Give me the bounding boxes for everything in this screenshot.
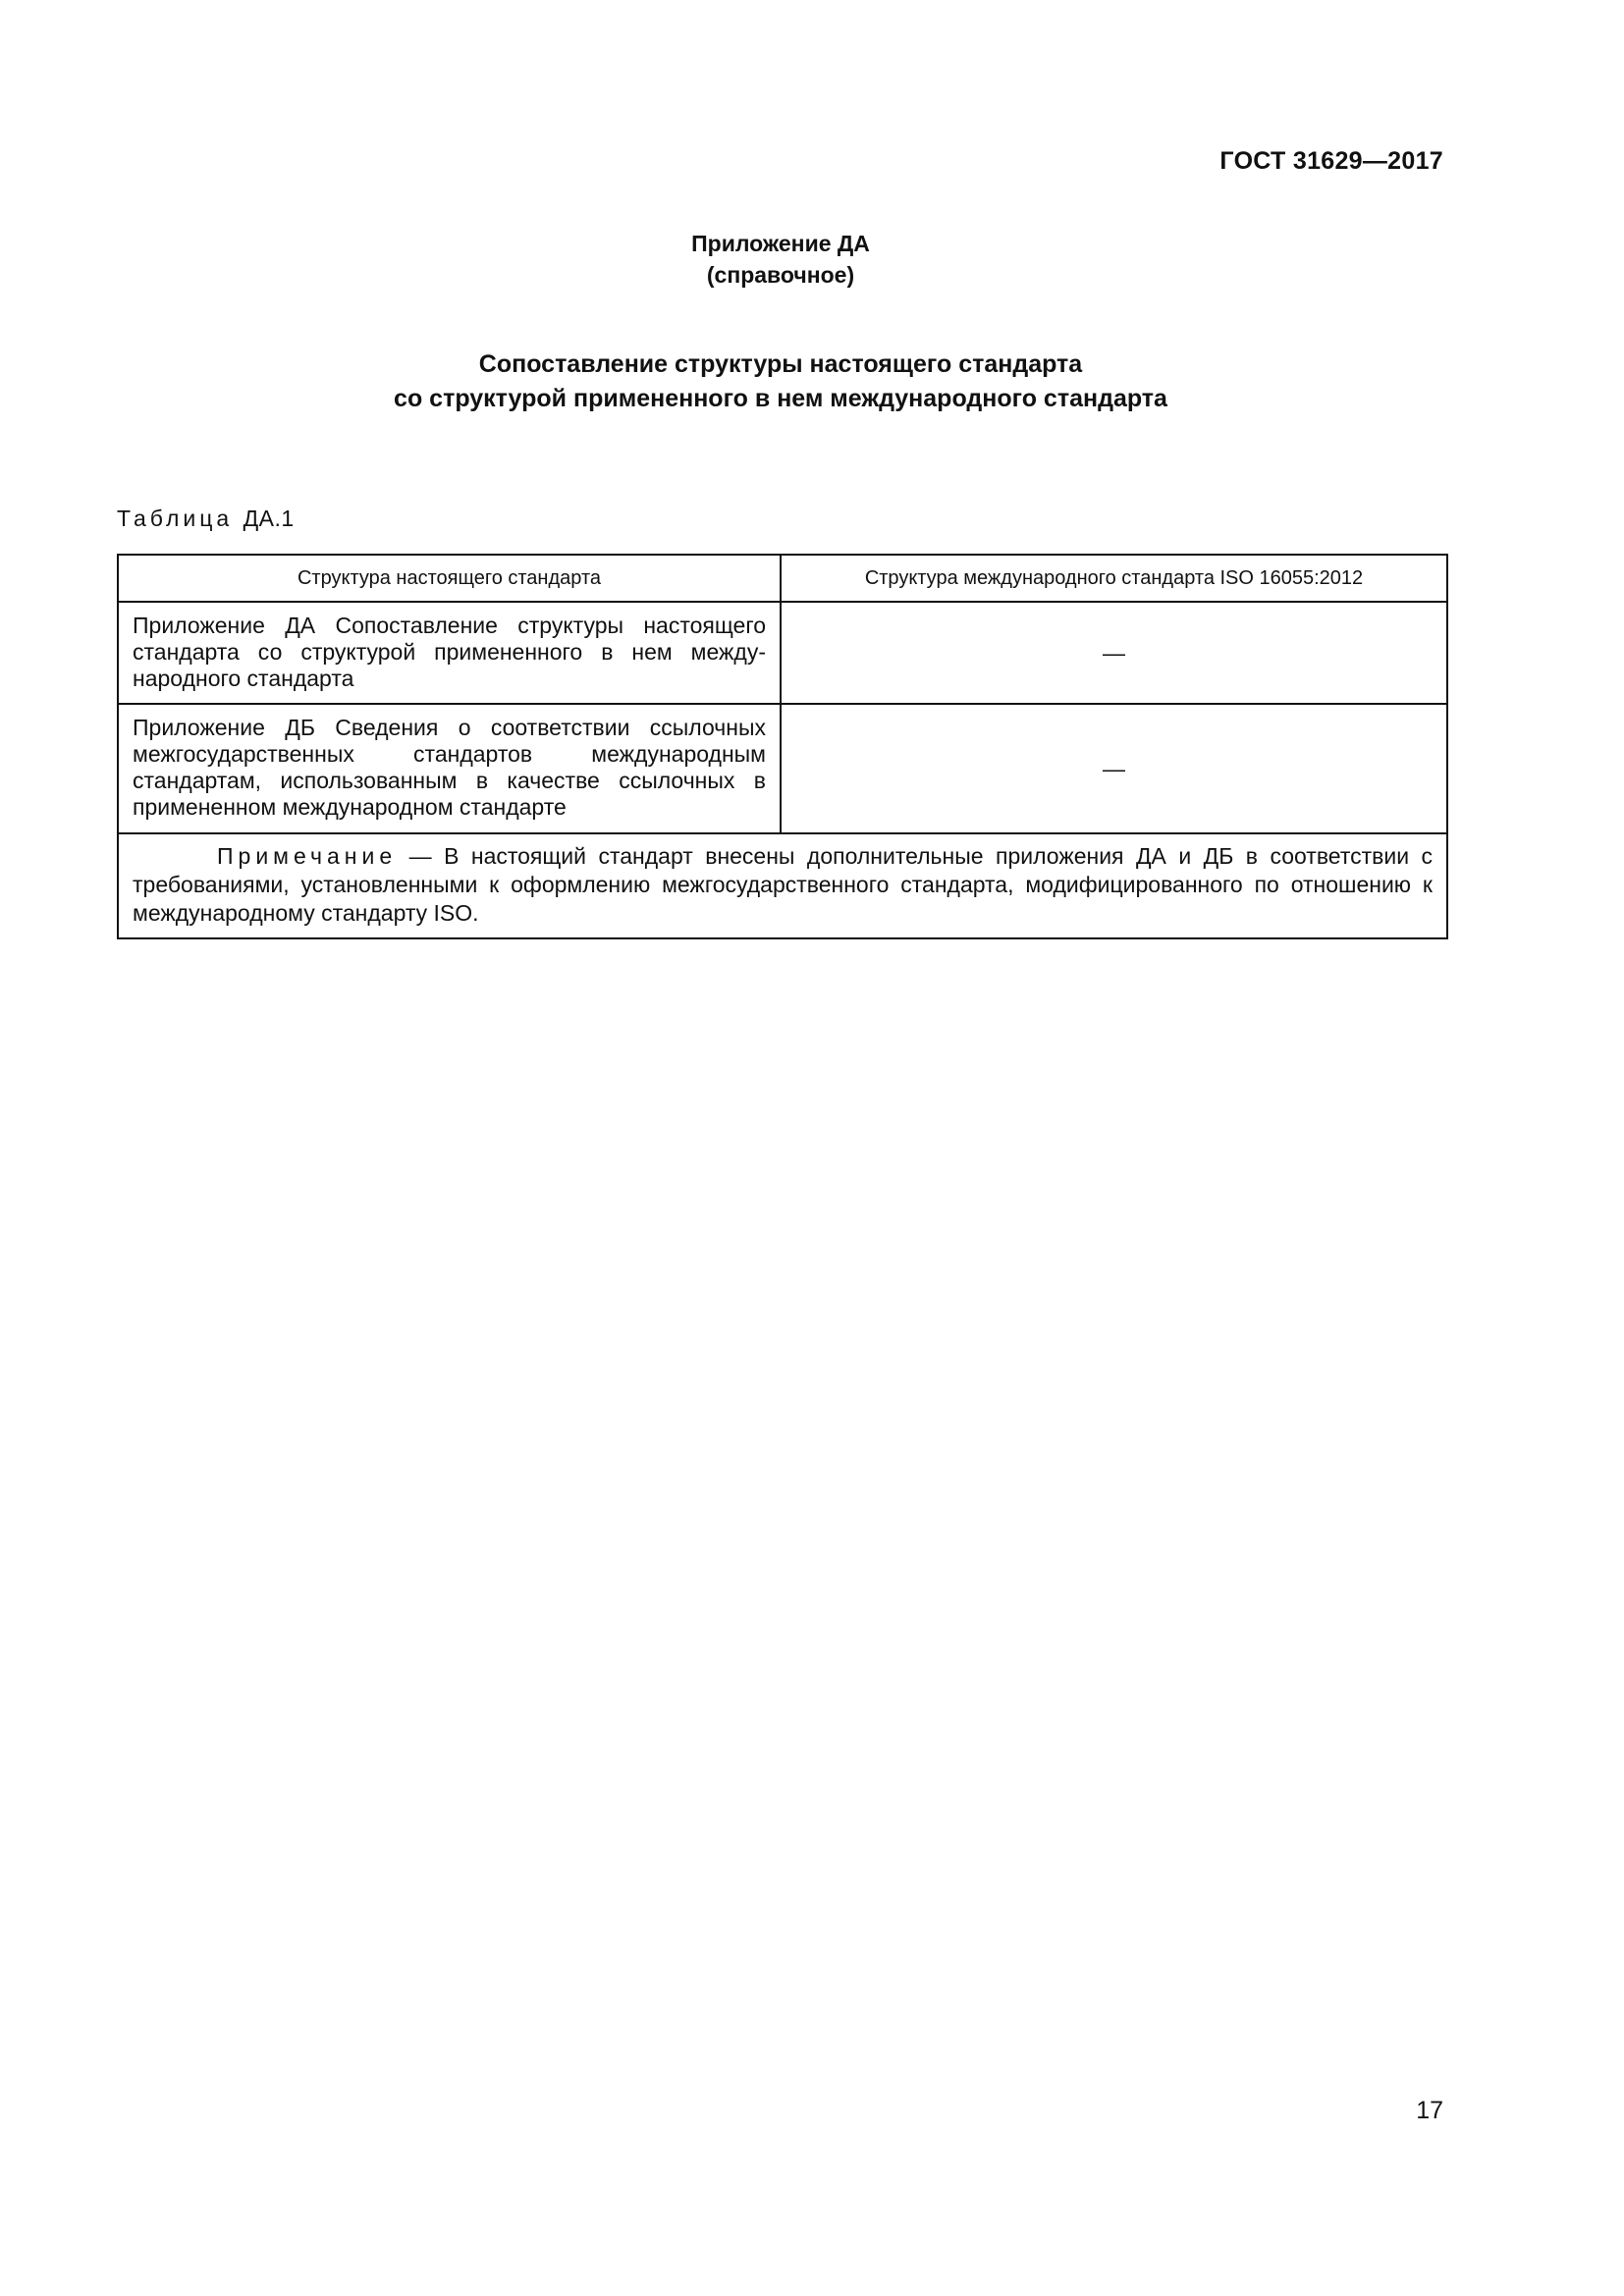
- appendix-title: Приложение ДА: [691, 231, 870, 256]
- table-row: [118, 602, 1447, 704]
- table-cell-this-standard: Приложение ДА Сопоставление структуры настоящего стандарта со структурой примененного в нем международного стандарта: [118, 602, 781, 704]
- appendix-kind: (справочное): [706, 262, 855, 288]
- section-title-line-2: со структурой примененного в нем международного стандарта: [394, 385, 1167, 412]
- table-caption: [117, 506, 295, 532]
- table-row: [118, 704, 1447, 833]
- table-caption-number: ДА.1: [243, 506, 295, 531]
- table-cell-this-standard: Приложение ДБ Сведения о соответствии ссылочных межгосударственных стандартов международным стандартам, использованным в качестве ссылочных в примененном международном стандарте: [118, 704, 781, 833]
- comparison-table: [117, 554, 1448, 939]
- table-header-row: [118, 555, 1447, 602]
- appendix-heading: [0, 228, 1561, 291]
- table-cell-international-standard: —: [781, 602, 1447, 704]
- page-number: 17: [1416, 2097, 1443, 2124]
- table-caption-label: Таблица: [117, 506, 234, 531]
- note-text: — В настоящий стандарт внесены дополнительные приложения ДА и ДБ в соответствии с требованиями, установленными к оформлению межгосударственного стандарта, модифицированного по отношению к международному стандарту ISO.: [133, 843, 1434, 926]
- table-note-row: [118, 833, 1447, 938]
- note-label: Примечание: [217, 843, 398, 869]
- table-cell-international-standard: —: [781, 704, 1447, 833]
- section-heading: [0, 347, 1561, 416]
- section-title-line-1: Сопоставление структуры настоящего стандарта: [478, 350, 1083, 378]
- table-note: [118, 833, 1447, 938]
- column-header-international-standard: Структура международного стандарта ISO 16055:2012: [781, 555, 1447, 602]
- column-header-this-standard: Структура настоящего стандарта: [118, 555, 781, 602]
- document-id: ГОСТ 31629—2017: [1219, 147, 1443, 175]
